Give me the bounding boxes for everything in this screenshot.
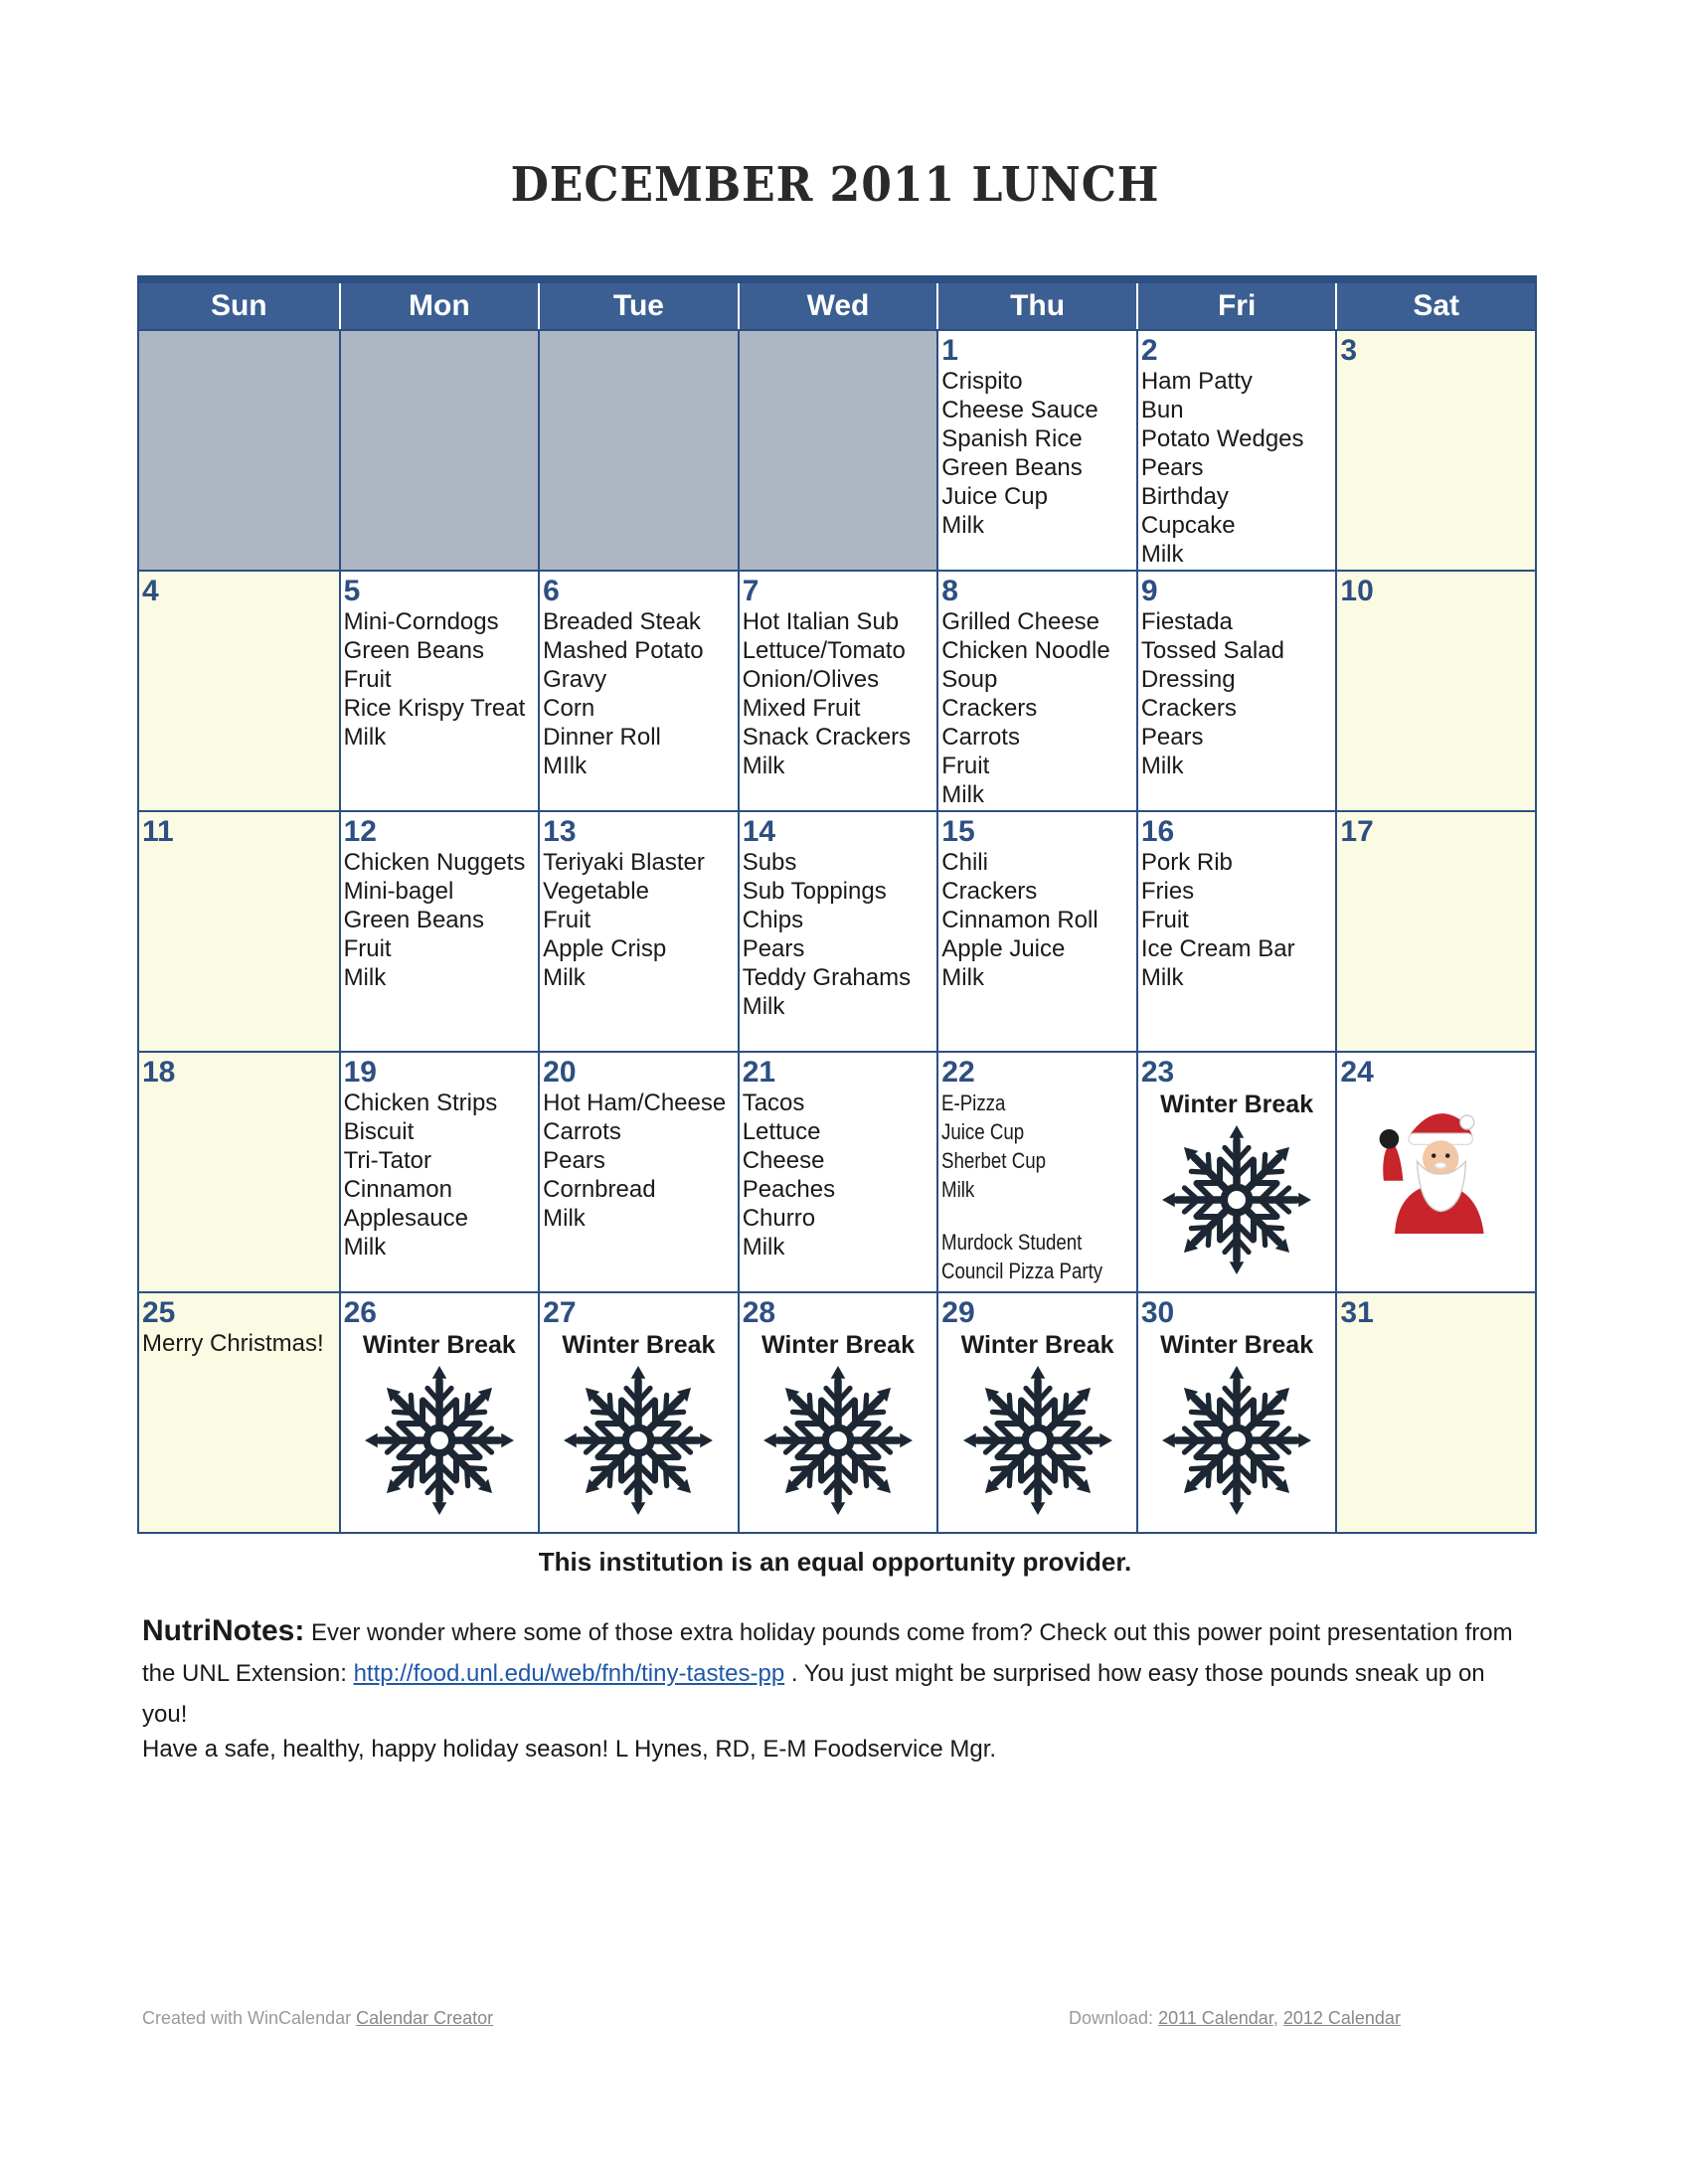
menu-item: Mashed Potato [543,637,704,664]
menu-list [743,848,934,1021]
menu-item: Milk [742,993,785,1020]
menu-list [743,607,934,780]
menu-item: Rice Krispy Treat [343,695,526,722]
santa-icon [1367,1094,1506,1234]
download-credit [1069,2008,1401,2029]
created-with-credit [142,2008,493,2029]
day-number: 3 [1340,334,1358,367]
winter-break-label: Winter Break [562,1331,716,1359]
calendar-2011-link[interactable]: 2011 Calendar [1158,2008,1273,2028]
menu-item: Green Beans [343,637,484,664]
day-number: 22 [941,1056,975,1089]
menu-item: Ice Cream Bar [1140,935,1295,962]
menu-item: Sub Toppings [742,878,887,905]
menu-item: Onion/Olives [742,666,880,693]
menu-item: Mini-bagel [343,878,454,905]
day-number: 29 [941,1296,975,1329]
menu-item: Milk [1140,753,1184,779]
day-number: 31 [1340,1296,1374,1329]
day-cell-31 [1335,1291,1535,1532]
menu-item: Milk [1140,541,1184,568]
menu-item: Tacos [742,1090,805,1116]
menu-item: Fries [1140,878,1195,905]
day-cell-19 [339,1051,539,1291]
menu-item: MIlk [543,753,588,779]
menu-item: Mini-Corndogs [343,608,499,635]
day-number: 10 [1340,575,1374,607]
empty-day-cell [538,329,738,570]
menu-item: Hot Italian Sub [742,608,900,635]
menu-item: Lettuce [742,1118,821,1145]
menu-item: Crackers [941,878,1038,905]
menu-item: Sherbet Cup [941,1148,1047,1173]
menu-item: Lettuce/Tomato [742,637,906,664]
menu-item: Fiestada [1140,608,1233,635]
menu-list [344,607,536,752]
menu-item: Tri-Tator [343,1147,432,1174]
menu-item: Bun [1140,397,1184,423]
menu-item: Dressing [1140,666,1236,693]
day-cell-17 [1335,810,1535,1051]
empty-day-cell [738,329,937,570]
menu-item: Tossed Salad [1140,637,1284,664]
calendar [137,275,1537,1534]
day-number: 26 [343,1296,377,1329]
calendar-2012-link[interactable]: 2012 Calendar [1282,2008,1401,2028]
menu-item: Milk [343,964,387,991]
day-cell-14 [738,810,937,1051]
day-number: 28 [742,1296,776,1329]
weekday-sun: Sun [210,289,267,322]
menu-item: Cupcake [1140,512,1236,539]
menu-item: Pears [1140,454,1204,481]
menu-list [941,848,1133,992]
menu-item: Apple Crisp [543,935,667,962]
menu-item: Milk [543,1205,586,1232]
menu-item: Milk [742,1234,785,1260]
menu-item: Churro [742,1205,816,1232]
day-cell-27 [538,1291,738,1532]
menu-item: Gravy [543,666,607,693]
day-number: 9 [1140,575,1158,607]
menu-item: Green Beans [343,907,484,933]
event-note: Council Pizza Party [941,1259,1103,1283]
menu-item: Milk [941,512,984,539]
menu-item: Grilled Cheese [941,608,1100,635]
day-number: 23 [1140,1056,1175,1089]
menu-item: Milk [543,964,586,991]
day-cell-28 [738,1291,937,1532]
menu-list [543,848,735,992]
menu-item: Fruit [1140,907,1189,933]
day-number: 21 [742,1056,776,1089]
day-cell-26 [339,1291,539,1532]
menu-item: Fruit [343,666,392,693]
menu-item: Apple Juice [941,935,1066,962]
day-cell-7 [738,570,937,810]
menu-item: Snack Crackers [742,724,912,751]
download-prefix: Download: [1069,2008,1159,2028]
nutrinotes-section [142,1610,1534,1764]
weekday-fri: Fri [1136,283,1336,329]
day-cell-6 [538,570,738,810]
menu-list [1141,848,1333,992]
day-cell-16 [1136,810,1336,1051]
day-cell-18 [139,1051,339,1291]
calendar-creator-link[interactable]: Calendar Creator [356,2008,494,2028]
weekday-mon: Mon [339,283,539,329]
menu-item: Dinner Roll [543,724,661,751]
menu-item: Chili [941,849,988,876]
day-number: 7 [742,575,760,607]
menu-list [743,1089,934,1261]
snowflake-icon [963,1366,1112,1515]
day-number: 24 [1340,1056,1374,1089]
equal-opportunity-statement: This institution is an equal opportunity provider. [538,1547,1132,1577]
menu-list [1141,607,1333,780]
day-number: 15 [941,815,975,848]
day-cell-13 [538,810,738,1051]
menu-item: Peaches [742,1176,836,1203]
menu-item: Cheese Sauce [941,397,1098,423]
day-number: 4 [142,575,159,607]
menu-item: Chicken Strips [343,1090,498,1116]
day-number: 27 [543,1296,577,1329]
menu-item: Soup [941,666,998,693]
day-cell-12 [339,810,539,1051]
nutrinotes-link[interactable]: http://food.unl.edu/web/fnh/tiny-tastes-pp [353,1660,785,1687]
download-separator: , [1272,2008,1283,2028]
menu-item: Fruit [543,907,591,933]
winter-break-label: Winter Break [960,1331,1114,1359]
menu-item: Chicken Noodle [941,637,1110,664]
snowflake-icon [763,1366,913,1515]
day-cell-9 [1136,570,1336,810]
day-number: 1 [941,334,958,367]
menu-item: Applesauce [343,1205,468,1232]
menu-item: Milk [1140,964,1184,991]
menu-item: Cornbread [543,1176,656,1203]
snowflake-icon [1162,1366,1311,1515]
weekday-thu: Thu [936,283,1136,329]
menu-item: Vegetable [543,878,649,905]
menu-item: Cinnamon [343,1176,452,1203]
menu-item: Fruit [941,753,990,779]
menu-item: Cinnamon Roll [941,907,1098,933]
nutrinotes-heading: NutriNotes: [142,1614,305,1647]
menu-item: Corn [543,695,595,722]
day-cell-21 [738,1051,937,1291]
day-number: 19 [343,1056,377,1089]
menu-item: Biscuit [343,1118,415,1145]
day-cell-15 [936,810,1136,1051]
winter-break-label: Winter Break [362,1331,516,1359]
day-cell-1 [936,329,1136,570]
menu-list [941,367,1133,540]
menu-item: Carrots [941,724,1020,751]
weekday-wed: Wed [738,283,937,329]
menu-item: Teddy Grahams [742,964,912,991]
snowflake-icon [1162,1125,1311,1274]
day-number: 13 [543,815,577,848]
day-number: 16 [1140,815,1175,848]
day-number: 30 [1140,1296,1175,1329]
day-number: 17 [1340,815,1374,848]
menu-item: Mixed Fruit [742,695,861,722]
menu-item: Crackers [1140,695,1237,722]
day-cell-29 [936,1291,1136,1532]
menu-item: Breaded Steak [543,608,701,635]
menu-item: Hot Ham/Cheese [543,1090,727,1116]
menu-item: Potato Wedges [1140,425,1304,452]
menu-item: Merry Christmas! [142,1330,324,1357]
snowflake-icon [365,1366,514,1515]
day-cell-20 [538,1051,738,1291]
nutrinotes-text-2: . You just might be surprised how easy those pounds sneak up on you! [142,1660,1485,1728]
menu-item: E-Pizza [941,1091,1006,1115]
menu-item: Carrots [543,1118,621,1145]
day-number: 25 [142,1296,176,1329]
menu-item: Pears [543,1147,605,1174]
menu-item: Pork Rib [1140,849,1233,876]
day-cell-24 [1335,1051,1535,1291]
day-number: 11 [142,815,174,848]
menu-list [941,607,1133,809]
day-cell-23 [1136,1051,1336,1291]
created-prefix: Created with WinCalendar [142,2008,357,2028]
day-number: 20 [543,1056,577,1089]
menu-item: Ham Patty [1140,368,1253,395]
menu-item: Milk [343,1234,387,1260]
menu-item: Green Beans [941,454,1083,481]
nutrinotes-text-1: Ever wonder where some of those extra holiday pounds come from? Check out this power point presentation from the UNL Extension: [142,1619,1513,1687]
day-cell-10 [1335,570,1535,810]
menu-item: Milk [941,964,984,991]
event-note: Murdock Student [941,1230,1083,1255]
menu-item: Subs [742,849,797,876]
winter-break-label: Winter Break [1160,1091,1314,1118]
menu-item: Milk [941,781,984,808]
day-number: 18 [142,1056,176,1089]
day-cell-5 [339,570,539,810]
menu-item: Fruit [343,935,392,962]
day-cell-2 [1136,329,1336,570]
menu-item: Milk [941,1177,975,1202]
empty-day-cell [339,329,539,570]
menu-item: Milk [343,724,387,751]
day-number: 14 [742,815,776,848]
menu-item: Crackers [941,695,1038,722]
day-number: 6 [543,575,560,607]
menu-list [543,1089,735,1233]
day-cell-25 [139,1291,339,1532]
day-number: 12 [343,815,377,848]
menu-item: Pears [742,935,805,962]
menu-list [344,1089,536,1261]
menu-item: Juice Cup [941,483,1049,510]
menu-list [543,607,735,780]
menu-list [344,848,536,992]
menu-item: Cheese [742,1147,825,1174]
calendar-grid [139,329,1535,1532]
day-number: 2 [1140,334,1158,367]
menu-item: Chips [742,907,804,933]
menu-list [941,1089,1133,1285]
menu-item: Chicken Nuggets [343,849,526,876]
menu-item: Juice Cup [941,1119,1025,1144]
page-title: DECEMBER 2011 LUNCH [510,157,1160,213]
nutrinotes-closing: Have a safe, healthy, happy holiday season! L Hynes, RD, E-M Foodservice Mgr. [142,1736,997,1763]
winter-break-label: Winter Break [1160,1331,1314,1359]
weekday-tue: Tue [538,283,738,329]
day-number: 8 [941,575,958,607]
winter-break-label: Winter Break [760,1331,915,1359]
day-cell-30 [1136,1291,1336,1532]
menu-item: Teriyaki Blaster [543,849,705,876]
day-cell-8 [936,570,1136,810]
menu-item: Birthday [1140,483,1229,510]
menu-list [1141,367,1333,569]
day-cell-3 [1335,329,1535,570]
weekday-sat: Sat [1335,283,1535,329]
menu-item: Pears [1140,724,1204,751]
day-cell-4 [139,570,339,810]
day-cell-11 [139,810,339,1051]
weekday-header [139,283,1535,329]
menu-item: Crispito [941,368,1023,395]
snowflake-icon [564,1366,713,1515]
menu-list [142,1329,336,1358]
day-number: 5 [343,575,361,607]
menu-item: Milk [742,753,785,779]
menu-item: Spanish Rice [941,425,1083,452]
empty-day-cell [139,329,339,570]
day-cell-22 [936,1051,1136,1291]
